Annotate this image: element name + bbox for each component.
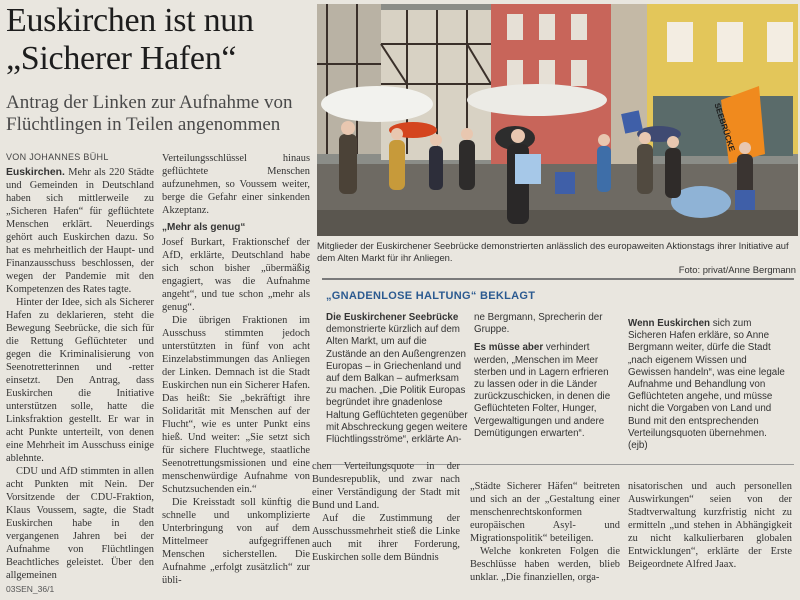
byline: VON JOHANNES BÜHL — [6, 152, 109, 162]
infobox-column-3 — [628, 318, 788, 452]
caption-text: Mitglieder der Euskirchener Seebrücke demonstrierten anlässlich des europaweiten Aktionstags ihrer Initiative auf dem Alten Markt für ihr Anliegen. — [317, 240, 789, 263]
article-column-1 — [6, 166, 154, 582]
article-subhead: Antrag der Linken zur Aufnahme von Flüchtlingen in Teilen angenommen — [6, 92, 293, 135]
article-column-2 — [162, 152, 310, 587]
col2-paragraph-2: Josef Burkart, Fraktionschef der AfD, erklärte, Deutschland habe sich schon bisher „übermäßig engagiert, was die Aufnahme angeht“, und tue schon „mehr als genug“. — [162, 237, 310, 313]
infobox-text-3: sich zum Sicheren Hafen erkläre, so Anne Bergmann weiter, dürfe die Stadt „nach eigenem Wissen und Gewissen handeln“, was eine legale Aufnahme und Behandlung von Geflüchteten angehe, und müsse nicht die Vorgaben von Land und Bund mit den entsprechenden Verteilungsquoten übernehmen. (ejb) — [628, 318, 785, 452]
lower-paragraph-1b: Auf die Zustimmung der Ausschussmehrheit stieß die Linke auch mit ihrer Forderung, Euskirchen solle dem Bündnis — [312, 513, 460, 563]
lower-column-2 — [470, 480, 620, 584]
lower-column-3 — [628, 480, 792, 571]
lower-paragraph-2b: Welche konkreten Folgen die Beschlüsse haben werden, blieb unklar. „Die finanziellen, orga- — [470, 546, 620, 583]
photo-caption — [317, 240, 796, 276]
infobox-lead-2: Es müsse aber — [474, 342, 544, 354]
infobox-top-rule — [322, 278, 794, 280]
infobox-title: „GNADENLOSE HALTUNG“ BEKLAGT — [326, 290, 536, 302]
infobox-column-2 — [474, 312, 616, 440]
infobox-text-1: demonstrierte kürzlich auf dem Alten Markt, um auf die Zustände an den Außengrenzen Europas – in Griechenland und auf dem Balkan – aufmerksam zu machen. „Die Politik Europas begründet ihre gnadenlose Haltung Geflüchteten gegenüber mit Abschreckung gegen weitere Flüchtlingsströme“, erklärte An- — [326, 324, 468, 446]
lower-column-1 — [312, 460, 460, 564]
col1-paragraph-1: Mehr als 220 Städte und Gemeinden in Deutschland haben sich mittlerweile zu „Sicheren Hafen“ für geflüchtete Menschen erklärt. Neuerdings gehört auch Euskirchen dazu. So hat es mehrheitlich der Haupt- und Finanzausschuss beschlossen, der wegen der Pandemie mit den Kompetenzen des Rates tagte. — [6, 167, 154, 295]
article-headline — [6, 2, 306, 78]
headline-line-1: Euskirchen ist nun — [6, 2, 254, 39]
col1-paragraph-2: Hinter der Idee, sich als Sicherer Hafen zu deklarieren, steht die Bewegung Seebrücke, die sich für die Rettung Geflüchteter und gegen die Kriminalisierung von Seenotretterinnen und -retter einsetzt. Den Antrag, dass Euskirchen die Initiative unterstützen solle, hatte die Linksfraktion gestellt. Er war in acht Punkte unterteilt, von denen eine Mehrheit im Ausschuss einige ablehnte. — [6, 297, 154, 464]
lower-paragraph-3: nisatorischen und auch personellen Auswirkungen“ seien von der Stadtverwaltung kurzfristig nicht zu ermitteln „und stehen in Abhängigkeit zu nicht kalkulierbaren globalen Entwicklungen“, erklärte der Erste Beigeordnete Alfred Jaax. — [628, 481, 792, 570]
infobox-lead-3: Wenn Euskirchen — [628, 318, 711, 329]
col2-paragraph-3: Die übrigen Fraktionen im Ausschuss stimmten jedoch unterstützten in fünf von acht Einzelabstimmungen das Anliegen der Linken. Demnach ist die Stadt Euskirchen nun ein Sicherer Hafen. Das heißt: Sie „bekräftigt ihre Solidarität mit Menschen auf der Flucht“, wie es unter Punkt eins hieß. Und weiter: „Sie setzt sich für sichere Fluchtwege, staatliche Seenotrettungsmissionen und eine menschenwürdige Aufnahme von Schutzsuchenden ein.“ — [162, 315, 311, 495]
lower-paragraph-2: „Städte Sicherer Häfen“ beitreten und sich an der „Gestaltung einer menschenrechtskonformen europäischen Asyl- und Migrationspolitik“ beteiligen. — [470, 481, 620, 544]
infobox-lead-1: Die Euskirchener Seebrücke — [326, 312, 459, 323]
dateline: Euskirchen. — [6, 167, 65, 178]
infobox-text-2b: verhindert werden, „Menschen im Meer sterben und in Lagern erfrieren zu lassen oder in die Länder zurückzuschicken, in denen die Geflüchteten Folter, Hunger, Vergewaltigungen und andere Demütigungen erwarten“. — [474, 342, 611, 439]
col1-paragraph-3: CDU und AfD stimmten in allen acht Punkten mit Nein. Der Vorsitzende der CDU-Fraktion, Klaus Voussem, sagte, die Stadt Euskirchen habe in den vergangenen Jahren bei der Aufnahme von Flüchtlingen Beachtliches geleistet. Über den allgemeinen — [6, 466, 154, 581]
col2-paragraph-4: Die Kreisstadt soll künftig die schnelle und unkomplizierte Unterbringung von auf dem Mittelmeer aufgegriffenen Menschen sicherstellen. Die Aufnahme „erfolgt zusätzlich“ zur übli- — [162, 497, 310, 586]
banner-text: SEEBRÜCKE — [712, 102, 737, 153]
photo-credit: Foto: privat/Anne Bergmann — [678, 264, 796, 275]
infobox-text-2a: ne Bergmann, Sprecherin der Gruppe. — [474, 312, 603, 336]
infobox-column-1 — [326, 312, 468, 446]
section-heading: „Mehr als genug“ — [162, 222, 246, 233]
col2-paragraph-1: Verteilungsschlüssel hinaus geflüchtete Menschen aufzunehmen, so Voussem weiter, berge die Gefahr einer sinkenden Akzeptanz. — [162, 153, 310, 216]
demonstration-photo — [317, 4, 798, 236]
headline-line-2: „Sicherer Hafen“ — [6, 40, 237, 77]
page-code: 03SEN_36/1 — [6, 584, 55, 594]
lower-paragraph-1: chen Verteilungsquote in der Bundesrepublik, und zwar nach einer Verständigung der Stadt mit Bund und Land. — [312, 461, 460, 511]
